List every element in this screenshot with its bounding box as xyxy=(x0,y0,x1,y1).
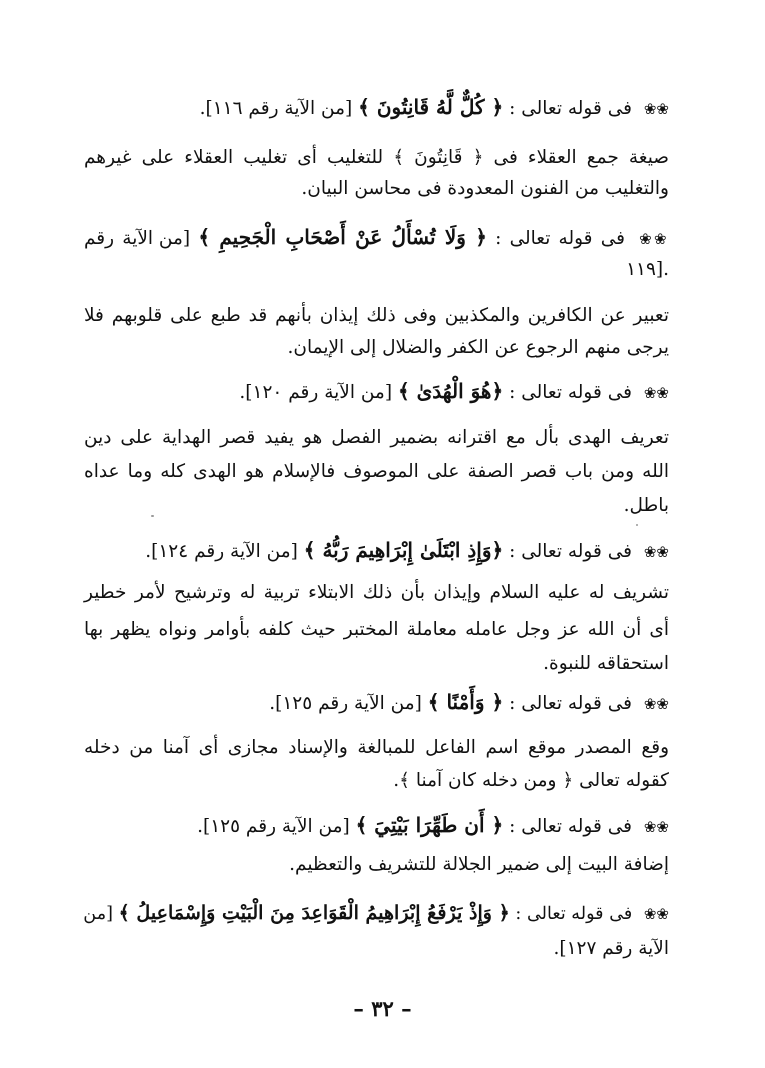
commentary-line: إضافة البيت إلى ضمير الجلالة للتشريف والتعظيم. xyxy=(289,854,669,875)
quran-verse: ﴿هُوَ الْهُدَىٰ ﴾ xyxy=(397,379,504,403)
quran-verse: ﴿ كُلٌّ لَّهُ قَانِتُونَ ﴾ xyxy=(358,95,504,119)
verse-reference: [من xyxy=(83,904,113,924)
scan-speck xyxy=(636,524,638,526)
flower-marker-icon: ❀❀ xyxy=(643,543,669,561)
quran-verse: ﴿ وَإِذْ يَرْفَعُ إِبْرَاهِيمُ الْقَوَاعِدَ مِنَ الْبَيْتِ وَإِسْمَاعِيلُ ﴾ xyxy=(118,901,510,924)
verse-heading-127 xyxy=(84,900,669,927)
commentary-line: تشريف له عليه السلام وإيذان بأن ذلك الابتلاء تربية له وترشيح لأمر خطير xyxy=(84,582,669,603)
quran-verse: ﴿ أَن طَهِّرَا بَيْتِيَ ﴾ xyxy=(355,813,504,837)
page-number: – ٣٢ – xyxy=(353,996,412,1021)
flower-marker-icon: ❀❀ xyxy=(643,695,669,713)
verse-heading-125a xyxy=(269,689,669,717)
quran-verse: ﴿ وَأَمْنًا ﴾ xyxy=(427,690,504,714)
quran-verse: ﴿وَإِذِ ابْتَلَىٰ إِبْرَاهِيمَ رَبُّهُ ﴾ xyxy=(303,538,504,562)
verse-reference: [من الآية رقم ١٢٥]. xyxy=(197,816,350,837)
commentary-line: باطل. xyxy=(623,495,669,516)
verse-lead: فى قوله تعالى : xyxy=(509,816,632,837)
commentary-line: والتغليب من الفنون المعدودة فى محاسن البيان. xyxy=(301,178,669,199)
commentary-line: صيغة جمع العقلاء فى ﴿ قَانِتُونَ ﴾ للتغليب أى تغليب العقلاء على غيرهم xyxy=(84,147,669,168)
verse-reference: [من الآية رقم ١١٦]. xyxy=(199,98,353,119)
flower-marker-icon: ❀❀ xyxy=(643,384,669,402)
verse-reference: [من الآية رقم ١٢٥]. xyxy=(269,693,422,714)
verse-reference: [من الآية رقم xyxy=(84,228,191,249)
commentary-line: الله ومن باب قصر الصفة على الموصوف فالإسلام هو الهدى كله وما عداه xyxy=(84,461,669,482)
flower-marker-icon: ❀❀ xyxy=(643,818,669,836)
commentary-line: استحقاقه للنبوة. xyxy=(543,653,669,674)
quran-verse: ﴿ وَلَا تُسْأَلُ عَنْ أَصْحَابِ الْجَحِيمِ ﴾ xyxy=(198,225,487,249)
verse-lead: فى قوله تعالى : xyxy=(509,382,632,403)
verse-heading-124 xyxy=(145,537,669,565)
flower-marker-icon: ❀❀ xyxy=(643,100,669,118)
commentary-line: تعريف الهدى بأل مع اقترانه بضمير الفصل هو يفيد قصر الهداية على دين xyxy=(84,427,669,448)
verse-reference: [من الآية رقم ١٢٠]. xyxy=(239,382,393,403)
verse-lead: فى قوله تعالى : xyxy=(509,693,632,714)
verse-heading-125b xyxy=(197,812,669,840)
verse-heading-120 xyxy=(239,378,669,406)
verse-lead: فى قوله تعالى : xyxy=(509,541,632,562)
verse-heading-116 xyxy=(200,94,669,122)
flower-marker-icon: ❀❀ xyxy=(643,905,669,923)
commentary-line: يرجى منهم الرجوع عن الكفر والضلال إلى الإيمان. xyxy=(287,337,669,358)
verse-lead: فى قوله تعالى : xyxy=(495,228,625,249)
commentary-line: وقع المصدر موقع اسم الفاعل للمبالغة والإسناد مجازى أى آمنا من دخله xyxy=(84,737,669,758)
verse-reference-continued: ١١٩]. xyxy=(626,259,669,280)
verse-heading-119 xyxy=(84,224,669,252)
verse-lead: فى قوله تعالى : xyxy=(509,98,632,119)
verse-lead: فى قوله تعالى : xyxy=(515,904,633,924)
flower-marker-icon: ❀❀ xyxy=(639,230,669,248)
scan-speck xyxy=(151,515,154,517)
commentary-line: تعبير عن الكافرين والمكذبين وفى ذلك إيذان بأنهم قد طبع على قلوبهم فلا xyxy=(84,305,669,326)
commentary-line: كقوله تعالى ﴿ ومن دخله كان آمنا ﴾. xyxy=(393,770,669,791)
verse-reference-continued: الآية رقم ١٢٧]. xyxy=(553,938,669,959)
verse-reference: [من الآية رقم ١٢٤]. xyxy=(145,541,298,562)
commentary-line: أى أن الله عز وجل عامله معاملة المختبر حيث كلفه بأوامر ونواه يظهر بها xyxy=(84,619,669,640)
